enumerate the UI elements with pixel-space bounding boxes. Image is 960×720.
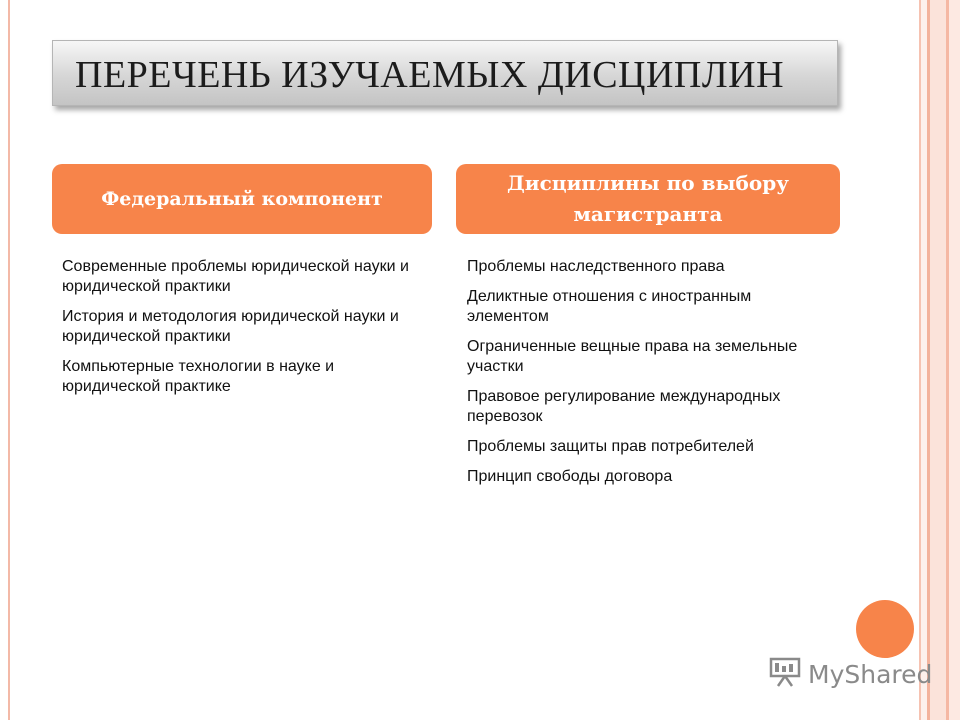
- elective-disciplines-list: [467, 257, 837, 497]
- presentation-board-icon: [768, 655, 802, 694]
- list-item: Современные проблемы юридической науки и юридической практики: [62, 258, 409, 295]
- list-item: Принцип свободы договора: [467, 468, 673, 485]
- federal-component-list: [62, 257, 427, 407]
- myshared-logo[interactable]: [768, 656, 932, 692]
- list-item: Деликтные отношения с иностранным элементом: [467, 288, 752, 325]
- list-item: Компьютерные технологии в науке и юридической практике: [62, 358, 335, 395]
- logo-text: MyShared: [808, 659, 933, 689]
- list-item: Ограниченные вещные права на земельные участки: [467, 338, 798, 375]
- list-item: Правовое регулирование международных перевозок: [467, 388, 781, 425]
- list-item: Проблемы защиты прав потребителей: [467, 438, 754, 455]
- federal-component-header: Федеральный компонент: [52, 164, 432, 234]
- list-item: История и методология юридической науки и юридической практики: [62, 308, 399, 345]
- right-decorative-stripes: [916, 0, 960, 720]
- list-item: Проблемы наследственного права: [467, 258, 725, 275]
- page-title: ПЕРЕЧЕНЬ ИЗУЧАЕМЫХ ДИСЦИПЛИН: [75, 54, 785, 96]
- left-border-line: [8, 0, 10, 720]
- orange-circle-decoration: [856, 600, 914, 658]
- elective-disciplines-header: Дисциплины по выбору магистранта: [456, 164, 840, 234]
- title-banner: [52, 40, 838, 106]
